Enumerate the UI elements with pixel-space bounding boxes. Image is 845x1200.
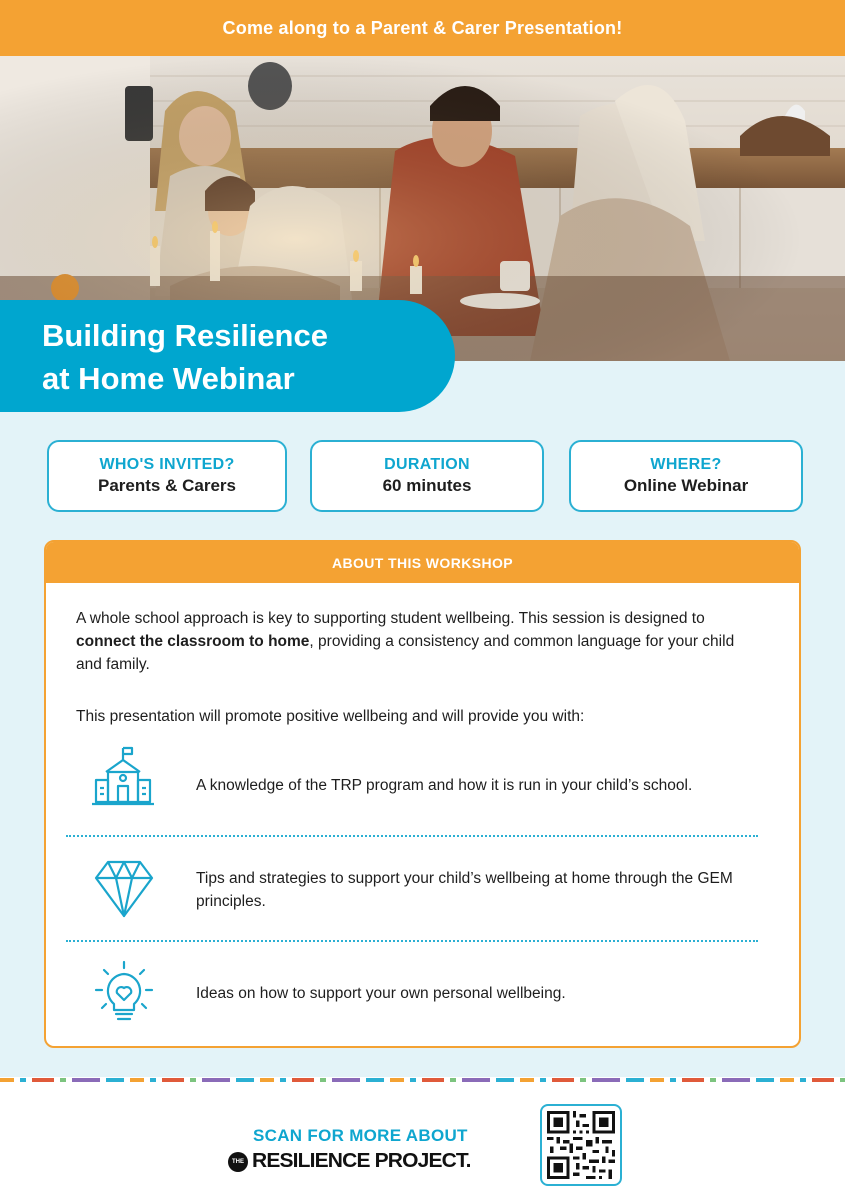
qr-code-pattern: [547, 1111, 615, 1179]
webinar-title: [0, 300, 455, 412]
lightbulb-heart-icon: [90, 960, 158, 1028]
info-card-label: DURATION: [384, 456, 470, 473]
divider: [66, 835, 758, 837]
title-line-1: Building Resilience: [42, 318, 328, 353]
benefit-text: Tips and strategies to support your child’s wellbeing at home through the GEM principles.: [196, 870, 733, 910]
info-card-value: 60 minutes: [382, 476, 472, 495]
footer: [0, 1082, 845, 1200]
workshop-intro: [76, 607, 756, 676]
provide-text: This presentation will promote positive wellbeing and will provide you with:: [76, 708, 585, 725]
resilience-project-logo: [228, 1150, 471, 1173]
intro-text: A whole school approach is key to supporting student wellbeing. This session is designed to: [76, 610, 705, 627]
info-card-label: WHERE?: [650, 456, 722, 473]
intro-bold-text: connect the classroom to home: [76, 633, 310, 650]
workshop-header: ABOUT THIS WORKSHOP: [46, 542, 799, 583]
school-icon: [90, 744, 158, 812]
logo-wordmark: RESILIENCE PROJECT.: [252, 1150, 471, 1172]
benefit-text: Ideas on how to support your own personal wellbeing.: [196, 985, 566, 1002]
info-card-where: [569, 440, 803, 512]
info-card-duration: [310, 440, 544, 512]
scan-text: SCAN FOR MORE ABOUT: [253, 1126, 468, 1145]
qr-code[interactable]: [540, 1104, 622, 1186]
intro-text-end: , providing a consistency and common language for your child and family.: [76, 633, 735, 673]
info-card-who: [47, 440, 287, 512]
benefit-text: A knowledge of the TRP program and how it is run in your child’s school.: [196, 777, 693, 794]
info-card-value: Online Webinar: [623, 476, 749, 495]
diamond-icon: [90, 856, 158, 924]
about-workshop-panel: [44, 540, 801, 1048]
title-line-2: at Home Webinar: [42, 361, 295, 396]
divider: [66, 940, 758, 942]
info-card-value: Parents & Carers: [98, 476, 236, 495]
info-card-label: WHO'S INVITED?: [99, 456, 235, 473]
banner-text: Come along to a Parent & Carer Presentation!: [222, 17, 623, 38]
top-banner: [0, 0, 845, 56]
logo-badge: THE: [228, 1152, 248, 1172]
